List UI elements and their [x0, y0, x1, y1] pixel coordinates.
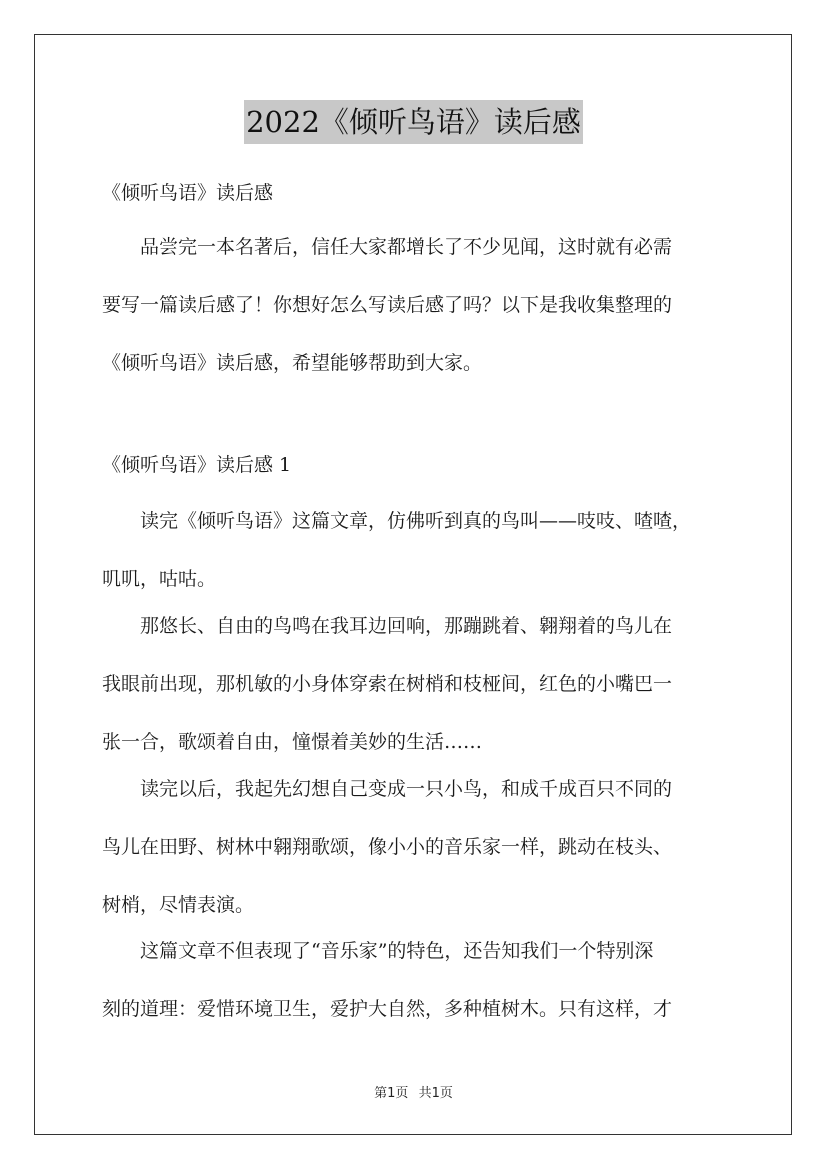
text-line: 刻的道理：爱惜环境卫生，爱护大自然，多种植树木。只有这样，才: [102, 998, 673, 1020]
body-paragraph: [102, 597, 672, 771]
text-line: 这篇文章不但表现了“音乐家”的特色，还告知我们一个特别深: [102, 940, 654, 962]
body-paragraph: [102, 492, 691, 608]
text-line: 那悠长、自由的鸟鸣在我耳边回响，那蹦跳着、翱翔着的鸟儿在: [102, 615, 673, 637]
text-line: 树梢，尽情表演。: [102, 894, 255, 916]
page-total: 共1页: [418, 1086, 453, 1101]
body-paragraph: [102, 760, 672, 934]
page-number: 第1页: [374, 1086, 409, 1101]
text-line: 《倾听鸟语》读后感，希望能够帮助到大家。: [102, 352, 483, 374]
text-line: 张一合，歌颂着自由，憧憬着美妙的生活……: [102, 731, 483, 753]
text-line: 我眼前出现，那机敏的小身体穿索在树梢和枝桠间，红色的小嘴巴一: [102, 673, 673, 695]
title-container: [0, 100, 827, 144]
text-line: 鸟儿在田野、树林中翱翔歌颂，像小小的音乐家一样，跳动在枝头、: [102, 836, 673, 858]
page-footer: [0, 1082, 827, 1101]
body-paragraph: [102, 922, 672, 1038]
section-heading-1: [102, 436, 291, 494]
text-line: 《倾听鸟语》读后感 1: [102, 454, 292, 476]
intro-paragraph: [102, 218, 672, 392]
text-line: 读完《倾听鸟语》这篇文章，仿佛听到真的鸟叫——吱吱、喳喳，: [102, 510, 692, 532]
text-line: 叽叽，咕咕。: [102, 568, 217, 590]
text-line: 品尝完一本名著后，信任大家都增长了不少见闻，这时就有必需: [102, 236, 673, 258]
text-line: 读完以后，我起先幻想自己变成一只小鸟，和成千成百只不同的: [102, 778, 673, 800]
text-line: 《倾听鸟语》读后感: [102, 182, 274, 204]
text-line: 要写一篇读后感了！你想好怎么写读后感了吗？以下是我收集整理的: [102, 294, 673, 316]
intro-heading: [102, 164, 273, 222]
document-title: 2022《倾听鸟语》读后感: [244, 100, 583, 144]
